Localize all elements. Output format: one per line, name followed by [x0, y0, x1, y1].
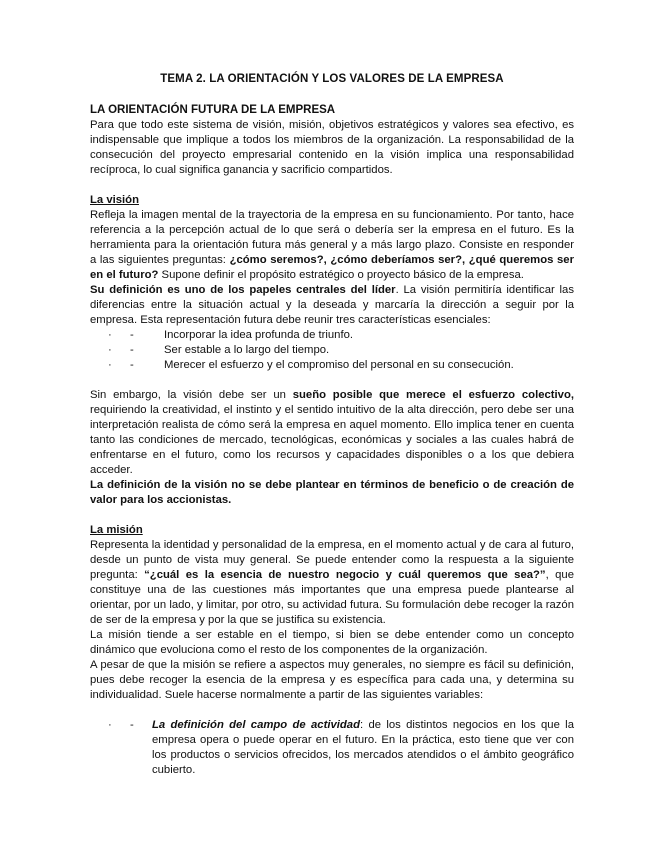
list-item: · - Merecer el esfuerzo y el compromiso del personal en su consecución. [90, 358, 574, 373]
dash-icon: - [130, 719, 134, 731]
section-heading-orientacion: LA ORIENTACIÓN FUTURA DE LA EMPRESA [90, 104, 336, 116]
dash-icon: - [130, 359, 134, 371]
paragraph-mision-1: Representa la identidad y personalidad de la empresa, en el momento actual y de cara al futuro, desde un punto de vista muy general. Se puede entender como la respuesta a la siguiente pregunta: “¿cuál es la esencia de nuestro negocio y cuál queremos que sea?”, que constituye una de las cuestiones más importantes que una empresa puede plantearse al orientar, por un lado, y limitar, por otro, su actividad futura. Su formulación debe recoger la razón de ser de la empresa y por la que se justifica su existencia. [90, 539, 574, 626]
paragraph-mision-2: La misión tiende a ser estable en el tiempo, si bien se debe entender como un concepto dinámico que evoluciona como el resto de los componentes de la organización. [90, 629, 574, 656]
paragraph-vision-4: La definición de la visión no se debe plantear en términos de beneficio o de creación de valor para los accionistas. [90, 479, 574, 506]
paragraph-vision-1: Refleja la imagen mental de la trayectoria de la empresa en su funcionamiento. Por tanto, hace referencia a la percepción actual de lo que será o debería ser la empresa en el futuro. Es la herramienta para la orientación futura más general y a más largo plazo. Consiste en responder a las siguientes preguntas: ¿cómo seremos?, ¿cómo deberíamos ser?, ¿qué queremos ser en el futuro? Supone definir el propósito estratégico o proyecto básico de la empresa. [90, 209, 574, 281]
section-heading-vision: La visión [90, 194, 139, 206]
list-item: · - Ser estable a lo largo del tiempo. [90, 343, 574, 358]
dash-icon: - [130, 344, 134, 356]
list-item: · - Incorporar la idea profunda de triunfo. [90, 328, 574, 343]
paragraph-vision-3: Sin embargo, la visión debe ser un sueño posible que merece el esfuerzo colectivo, requiriendo la creatividad, el instinto y el sentido intuitivo de la alta dirección, pero debe ser una interpretación realista de cómo será la empresa en aquel momento. Ello implica tener en cuenta tanto las condiciones de mercado, tecnológicas, económicas y sociales a las cuales habrá de enfrentarse en el futuro, como los recursos y capacidades disponibles o a los que debiera acceder. [90, 389, 574, 476]
paragraph-vision-2: Su definición es uno de los papeles centrales del líder. La visión permitiría identificar las diferencias entre la situación actual y la deseada y marcaría la dirección a seguir por la empresa. Esta representación futura debe reunir tres características esenciales: [90, 284, 574, 326]
document-page [90, 72, 574, 778]
paragraph-mision-3: A pesar de que la misión se refiere a aspectos muy generales, no siempre es fácil su definición, pues debe recoger la esencia de la empresa y es específica para cada una, y determina su individualidad. Suele hacerse normalmente a partir de las siguientes variables: [90, 659, 574, 701]
bullet-icon: · [108, 329, 112, 341]
bullet-icon: · [108, 719, 112, 731]
bullet-icon: · [108, 344, 112, 356]
dash-icon: - [130, 329, 134, 341]
page-title: TEMA 2. LA ORIENTACIÓN Y LOS VALORES DE LA EMPRESA [160, 73, 504, 85]
paragraph-orientacion: Para que todo este sistema de visión, misión, objetivos estratégicos y valores sea efectivo, es indispensable que implique a todos los miembros de la organización. La responsabilidad de la consecución del proyecto empresarial contenido en la visión implica una responsabilidad recíproca, lo cual significa ganancia y sacrificio compartidos. [90, 119, 574, 176]
section-heading-mision: La misión [90, 524, 143, 536]
list-item: · - La definición del campo de actividad: de los distintos negocios en los que la empresa opera o puede operar en el futuro. En la práctica, esto tiene que ver con los productos o servicios ofrecidos, los mercados atendidos o el ámbito geográfico cubierto. [90, 718, 574, 778]
bullet-icon: · [108, 359, 112, 371]
